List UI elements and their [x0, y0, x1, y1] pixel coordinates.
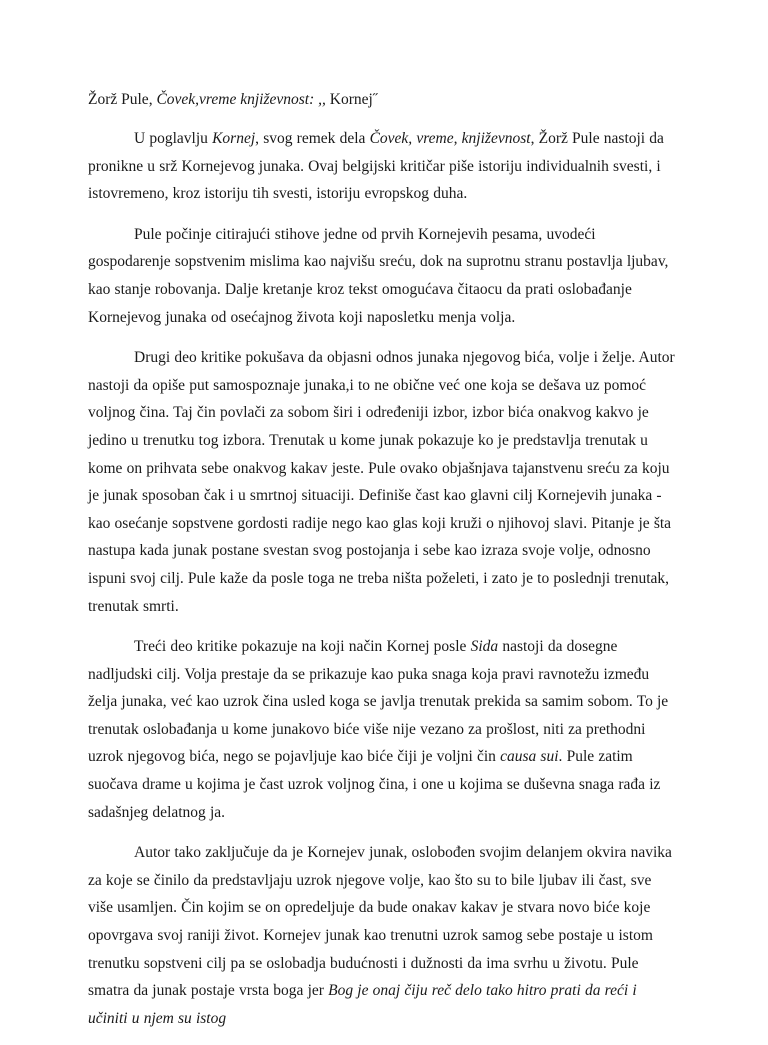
- heading-author: Žorž Pule,: [88, 91, 157, 108]
- text-run: , Žorž Pule nastoji da pronikne u srž Kornejevog junaka. Ovaj belgijski kritičar piše istoriju individualnih svesti, i istovremeno, kroz istoriju tih svesti, istoriju evropskog duha.: [88, 130, 664, 203]
- text-run: , svog remek dela: [255, 130, 370, 147]
- paragraph: [88, 221, 678, 331]
- text-run: Autor tako zaključuje da je Kornejev junak, oslobođen svojim delanjem okvira navika za koje se činilo da predstavljaju uzrok njegove volje, kao što su to bile ljubav ili čast, sve više usamljen. Čin kojim se on opredeljuje da bude onakav kakav je stvara novo biće koje opovrgava svoj raniji život. Kornejev junak kao trenutni uzrok samog sebe postaje u istom trenutku sopstveni cilj pa se oslobadja budućnosti i dužnosti da ima svrhu u životu. Pule smatra da junak postaje vrsta boga jer: [88, 844, 672, 1000]
- italic-text: Bog je onaj čiju reč delo tako hitro prati da reći i učiniti u njem su istog: [88, 982, 637, 1027]
- italic-text: Čovek, vreme, književnost: [369, 130, 531, 147]
- heading-subject: Kornej˝: [329, 91, 378, 108]
- text-run: . Pule zatim suočava drame u kojima je čast uzrok voljnog čina, i one u kojima se duševna snaga rađa iz sadašnjeg delatnog ja.: [88, 748, 661, 821]
- paragraph: [88, 633, 678, 826]
- document-heading: [88, 86, 678, 114]
- text-run: U poglavlju: [134, 130, 213, 147]
- document-body: [88, 86, 678, 1045]
- paragraph: [88, 839, 678, 1032]
- paragraph: [88, 344, 678, 620]
- text-run: nastoji da dosegne nadljudski cilj. Volja prestaje da se prikazuje kao puka snaga koja pravi ravnotežu između želja junaka, već kao uzrok čina usled koga se javlja trenutak prekida sa samim sobom. To je trenutak oslobađanja u kome junakovo biće više nije vezano za prošlost, niti za prethodni uzrok njegovog bića, nego se pojavljuje kao biće čiji je voljni čin: [88, 638, 669, 766]
- text-run: Treći deo kritike pokazuje na koji način Kornej posle: [134, 638, 471, 656]
- text-run: Drugi deo kritike pokušava da objasni odnos junaka njegovog bića, volje i želje. Autor nastoji da opiše put samospoznaje junaka,i to ne obične već one koja se dešava uz pomoć voljnog čina. Taj čin povlači za sobom širi i određeniji izbor, izbor bića onakvog kakvo je jedino u trenutku tog izbora. Trenutak u kome junak pokazuje ko je predstavlja trenutak u kome on prihvata sebe onakvog kakav jeste. Pule ovako objašnjava tajanstvenu sreću za koju je junak sposoban čak i u smrtnoj situaciji. Definiše čast kao glavni cilj Kornejevih junaka - kao osećanje sopstvene gordosti radije nego kao glas koji kruži o njihovoj slavi. Pitanje je šta nastupa kada junak postane svestan svog postojanja i sebe kao izraza svoje volje, odnosno ispuni svoj cilj. Pule kaže da posle toga ne treba ništa poželeti, i zato je to poslednji trenutak, trenutak smrti.: [88, 349, 675, 615]
- paragraph-list: [88, 125, 678, 1032]
- italic-text: causa sui: [500, 748, 559, 766]
- heading-title: Čovek,vreme književnost: ,,: [156, 91, 330, 108]
- italic-text: Kornej: [212, 130, 256, 147]
- text-run: Pule počinje citirajući stihove jedne od prvih Kornejevih pesama, uvodeći gospodarenje sopstvenim mislima kao najvišu sreću, dok na suprotnu stranu postavlja ljubav, kao stanje robovanja. Dalje kretanje kroz tekst omogućava čitaocu da prati oslobađanje Kornejevog junaka od osećajnog života koji naposletku menja volja.: [88, 225, 669, 326]
- italic-text: Sida: [470, 638, 499, 656]
- paragraph: [88, 125, 678, 208]
